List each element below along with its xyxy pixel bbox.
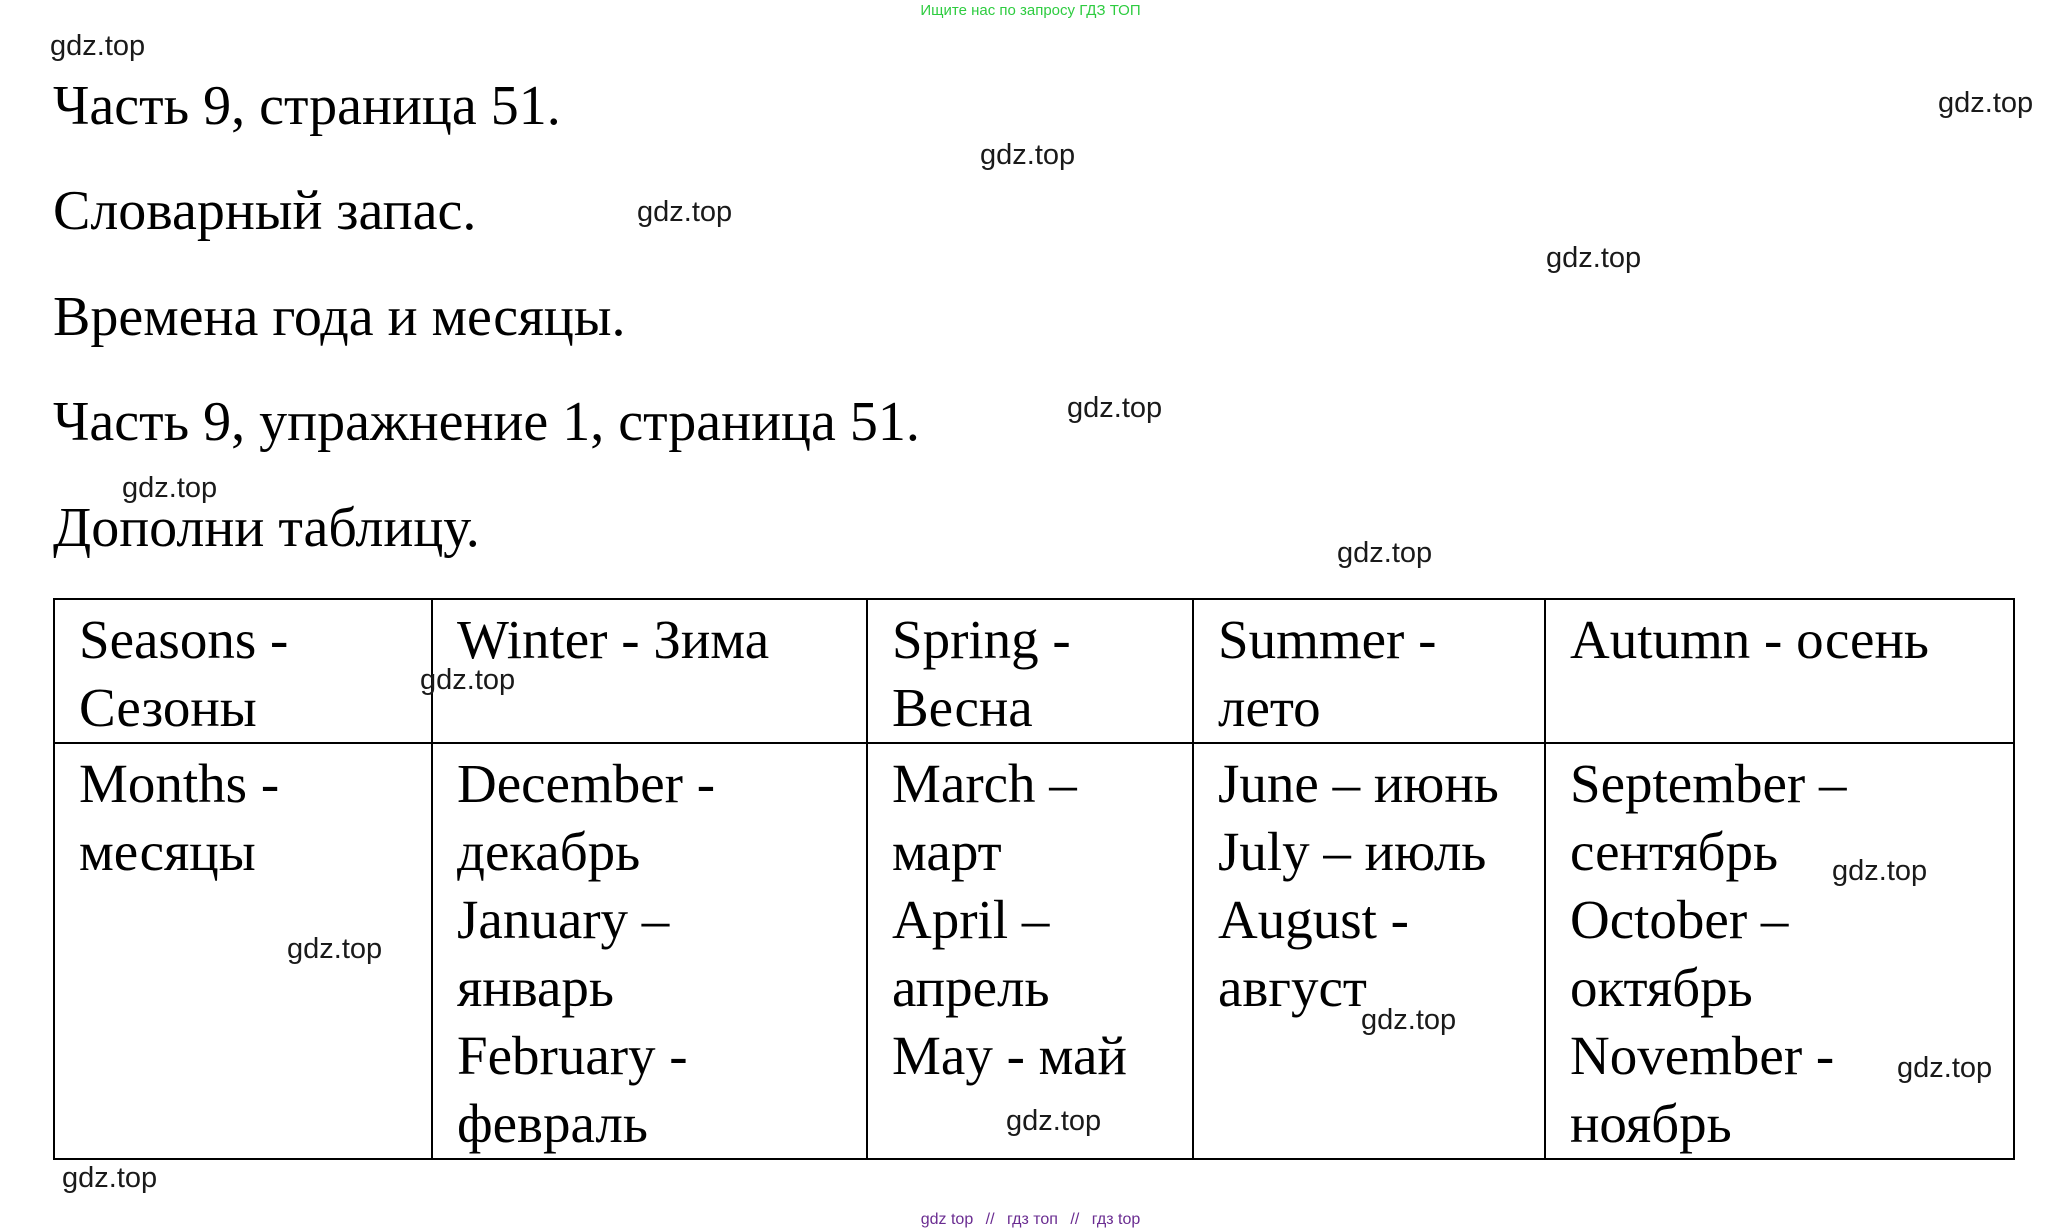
cell-autumn-months: September – сентябрь October – октябрь November - ноябрь [1545,743,2014,1159]
cell-winter-months: December - декабрь January – январь February - февраль [432,743,867,1159]
seasons-table [53,598,2015,1160]
watermark: gdz.top [287,933,383,965]
heading-vocabulary: Словарный запас. [53,180,477,242]
footer-links [0,1211,2061,1229]
watermark: gdz.top [980,139,1076,171]
footer-link-gdz-top[interactable]: gdz top [920,1211,974,1228]
watermark: gdz.top [420,664,516,696]
heading-part-page: Часть 9, страница 51. [53,75,561,137]
watermark: gdz.top [1897,1052,1993,1084]
watermark: gdz.top [637,196,733,228]
cell-spring: Spring - Весна [867,599,1193,743]
cell-summer-months: June – июнь July – июль August - август [1193,743,1545,1159]
watermark: gdz.top [1361,1004,1457,1036]
footer-separator: // [985,1211,995,1228]
watermark: gdz.top [62,1162,158,1194]
watermark: gdz.top [1938,87,2034,119]
table-header-row [54,599,2014,743]
watermark: gdz.top [1006,1105,1102,1137]
watermark: gdz.top [50,30,146,62]
heading-exercise: Часть 9, упражнение 1, страница 51. [53,391,920,453]
footer-link-gdz-top-ru[interactable]: гдз топ [1007,1211,1058,1228]
cell-autumn: Autumn - осень [1545,599,2014,743]
cell-seasons: Seasons - Сезоны [54,599,432,743]
top-banner: Ищите нас по запросу ГДЗ ТОП [920,2,1141,19]
footer-link-gdz-top-mixed[interactable]: гдз top [1091,1211,1141,1228]
cell-summer: Summer - лето [1193,599,1545,743]
watermark: gdz.top [1832,855,1928,887]
cell-months: Months - месяцы [54,743,432,1159]
cell-spring-months: March – март April – апрель May - май [867,743,1193,1159]
heading-task: Дополни таблицу. [53,497,480,559]
watermark: gdz.top [1067,392,1163,424]
cell-winter: Winter - Зима [432,599,867,743]
footer-separator: // [1070,1211,1080,1228]
watermark: gdz.top [1337,537,1433,569]
heading-topic: Времена года и месяцы. [53,286,626,348]
watermark: gdz.top [122,472,218,504]
watermark: gdz.top [1546,242,1642,274]
